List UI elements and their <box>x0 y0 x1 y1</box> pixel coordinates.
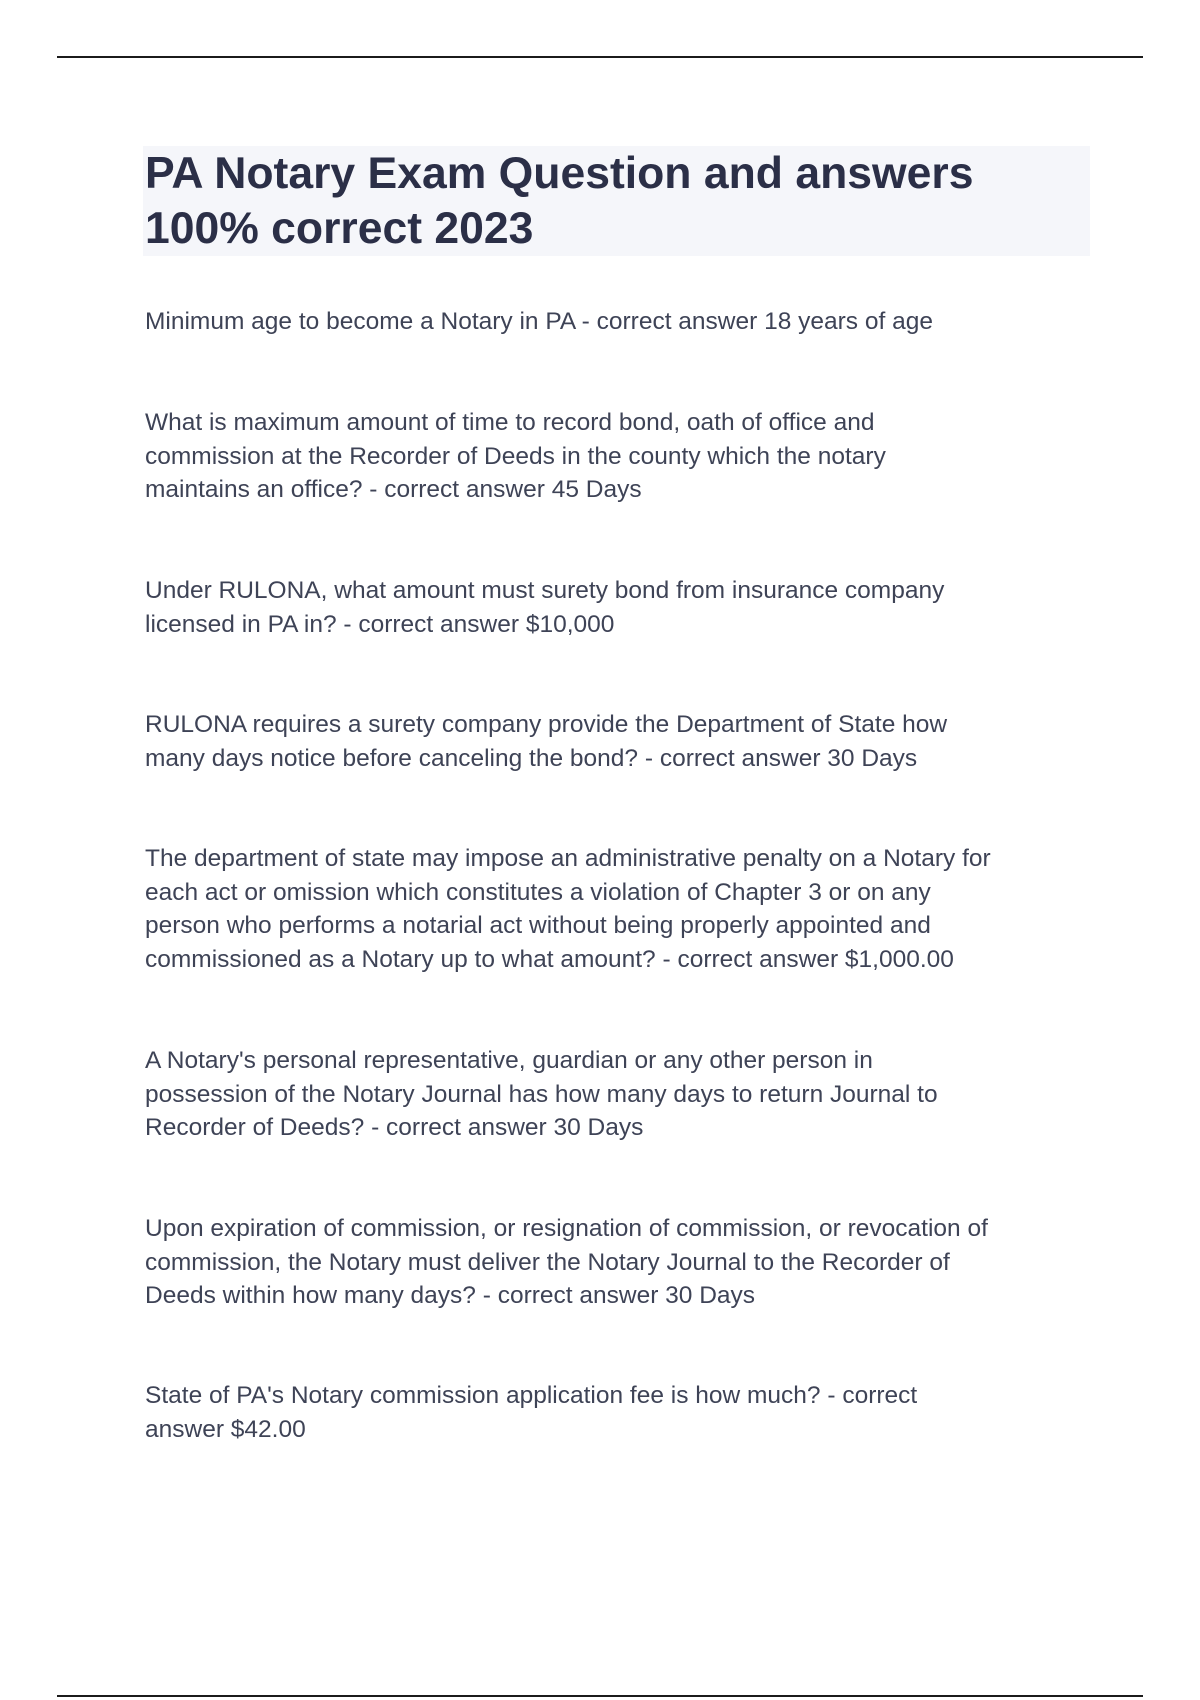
qa-item-8: State of PA's Notary commission application fee is how much? - correct answer $42.00 <box>145 1382 918 1443</box>
qa-item-6: A Notary's personal representative, guardian or any other person in possession of the Notary Journal has how many days to return Journal to Recorder of Deeds? - correct answer 30 Days <box>145 1047 938 1141</box>
qa-item-3: Under RULONA, what amount must surety bond from insurance company licensed in PA in? - correct answer $10,000 <box>145 577 945 638</box>
bottom-divider <box>57 1695 1143 1697</box>
title-banner <box>143 146 1090 256</box>
qa-item-5: The department of state may impose an administrative penalty on a Notary for each act or omission which constitutes a violation of Chapter 3 or on any person who performs a notarial act without being properly appointed and commissioned as a Notary up to what amount? - correct answer $1,000.00 <box>145 845 991 973</box>
qa-item-7: Upon expiration of commission, or resignation of commission, or revocation of commission, the Notary must deliver the Notary Journal to the Recorder of Deeds within how many days? - correct answer 30 Days <box>145 1215 988 1309</box>
document-title: PA Notary Exam Question and answers 100% correct 2023 <box>145 149 974 253</box>
qa-item-2: What is maximum amount of time to record bond, oath of office and commission at the Recorder of Deeds in the county which the notary maintains an office? - correct answer 45 Days <box>145 409 886 503</box>
qa-item-4: RULONA requires a surety company provide the Department of State how many days notice before canceling the bond? - correct answer 30 Days <box>145 711 948 772</box>
document-body <box>145 146 1090 1443</box>
top-divider <box>57 56 1143 58</box>
qa-item-1: Minimum age to become a Notary in PA - correct answer 18 years of age <box>145 308 933 335</box>
